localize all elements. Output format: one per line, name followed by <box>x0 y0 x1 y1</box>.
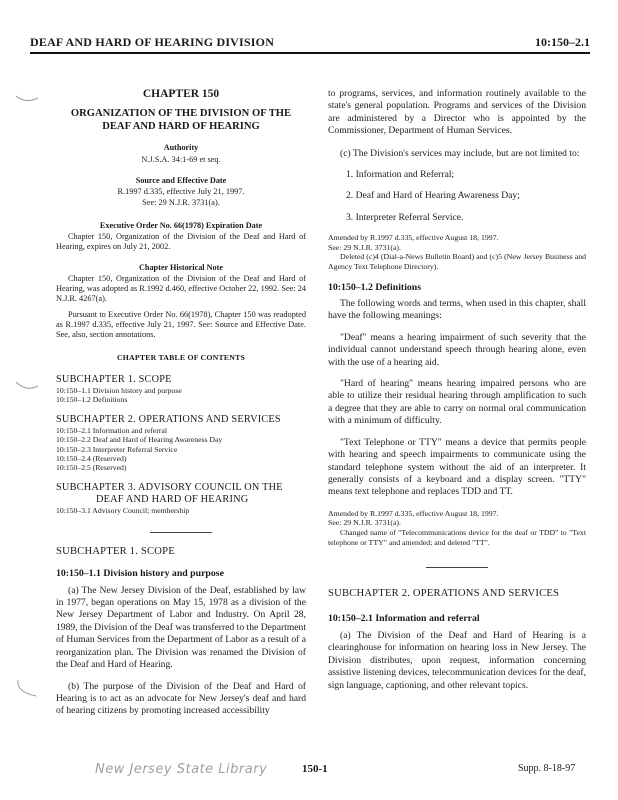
toc-entry: 10:150–1.2 Definitions <box>56 395 128 405</box>
amendment-note-2c: Changed name of "Telecommunications device for the deaf or TDD" to "Text telephone or TTY" and amended; and deleted "TT". <box>328 527 586 547</box>
list-item: 2. Deaf and Hard of Hearing Awareness Day; <box>346 190 520 202</box>
list-item: 1. Information and Referral; <box>346 169 455 181</box>
toc-entry: 10:150–1.1 Division history and purpose <box>56 386 182 396</box>
historical-note-2: Pursuant to Executive Order No. 66(1978), Chapter 150 was readopted as R.1997 d.335, effective July 21, 1997. See: Source and Effective Date. See, also, section annotations. <box>56 309 306 340</box>
source-text-1: R.1997 d.335, effective July 21, 1997. <box>117 187 245 197</box>
source-heading: Source and Effective Date <box>135 176 227 186</box>
running-header <box>30 34 590 54</box>
toc-subchapter-3: SUBCHAPTER 3. ADVISORY COUNCIL ON THE DEAF AND HARD OF HEARING <box>56 481 283 505</box>
section-2-1-para-a: (a) The Division of the Deaf and Hard of Hearing is a clearinghouse for information on hearing loss in New Jersey. The Division distributes, upon request, information concerning assistive listening devices, telecommunication devices for the deaf, sign language, captioning, and other relevant topics. <box>328 629 586 691</box>
library-watermark: New Jersey State Library <box>95 762 268 777</box>
section-divider <box>426 567 488 568</box>
section-1-2-heading: 10:150–1.2 Definitions <box>328 281 422 293</box>
authority-text: N.J.S.A. 34:1-69 et seq. <box>141 154 221 164</box>
section-1-1-para-b: (b) The purpose of the Division of the Deaf and Hard of Hearing is to act as an advocate for New Jersey's deaf and hard of hearing citizens by promoting increased accessibility <box>56 680 306 717</box>
source-text-2: See: 29 N.J.R. 3731(a). <box>142 197 220 207</box>
toc-subchapter-1: SUBCHAPTER 1. SCOPE <box>56 373 172 385</box>
toc-entry: 10:150–2.3 Interpreter Referral Service <box>56 444 178 454</box>
amendment-note-1c: Deleted (c)4 (Dial-a-News Bulletin Board) and (c)5 (New Jersey Business and Agency Text Telephone Directory). <box>328 252 586 272</box>
definition-tty: "Text Telephone or TTY" means a device that permits people with hearing and speech impairments to communicate using the standard telephone system without the aid of an interpreter. It generally consists of a keyboard and a display screen. "TTY" means text telephone and replaces TDD and TT. <box>328 436 586 498</box>
toc-entry: 10:150–2.2 Deaf and Hard of Hearing Awareness Day <box>56 435 223 445</box>
page-number: 150-1 <box>302 763 328 775</box>
toc-entry: 10:150–3.1 Advisory Council; membership <box>56 505 190 515</box>
historical-note-1: Chapter 150, Organization of the Division of the Deaf and Hard of Hearing, was adopted as R.1992 d.460, effective October 22, 1992. See: 24 N.J.R. 4267(a). <box>56 274 306 304</box>
toc-subchapter-2: SUBCHAPTER 2. OPERATIONS AND SERVICES <box>56 413 281 425</box>
definitions-intro: The following words and terms, when used in this chapter, shall have the following meanings: <box>328 298 586 322</box>
section-1-1-heading: 10:150–1.1 Division history and purpose <box>56 568 224 580</box>
subchapter-1-heading: SUBCHAPTER 1. SCOPE <box>56 545 175 557</box>
amendment-note-2a: Amended by R.1997 d.335, effective August 18, 1997. <box>328 508 499 518</box>
toc-heading: CHAPTER TABLE OF CONTENTS <box>116 353 246 363</box>
section-divider <box>150 532 212 533</box>
supplement-date: Supp. 8-18-97 <box>518 763 576 774</box>
toc-entry: 10:150–2.4 (Reserved) <box>56 453 127 463</box>
exec-order-heading: Executive Order No. 66(1978) Expiration Date <box>99 220 263 230</box>
margin-mark <box>14 678 40 700</box>
chapter-org-title: ORGANIZATION OF THE DIVISION OF THE DEAF AND HARD OF HEARING <box>70 108 292 133</box>
amendment-note-1b: See: 29 N.J.R. 3731(a). <box>328 242 401 252</box>
left-column <box>56 88 306 718</box>
section-1-1-para-a: (a) The New Jersey Division of the Deaf, established by law in 1977, began operations on May 15, 1978 as a division of the New Jersey Department of Labor and Industry. On April 28, 1989, the Division of the Deaf was transferred to the Department of Human Services from the Department of Labor as a result of a reorganization plan. The Division was renamed the Division of the Deaf and Hard of Hearing. <box>56 584 306 671</box>
right-column <box>328 88 586 692</box>
page-footer <box>0 762 618 782</box>
definition-hard-of-hearing: "Hard of hearing" means hearing impaired persons who are able to utilize their residual hearing through amplification to such a degree that they are able to carry on normal oral communication with a minimum of difficulty. <box>328 378 586 427</box>
exec-order-text: Chapter 150, Organization of the Division of the Deaf and Hard of Hearing, expires on July 21, 2002. <box>56 232 306 252</box>
header-section-range: 10:150–2.1 <box>535 35 590 49</box>
subchapter-2-heading: SUBCHAPTER 2. OPERATIONS AND SERVICES <box>328 588 560 600</box>
toc-entry: 10:150–2.5 (Reserved) <box>56 463 127 473</box>
para-continued: to programs, services, and information routinely available to the state's general population. Programs and services of the Division are administered by a Director who is appointed by the Commissioner, Department of Human Services. <box>328 88 586 137</box>
para-c-intro: (c) The Division's services may include, but are not limited to: <box>340 147 580 159</box>
header-division: DEAF AND HARD OF HEARING DIVISION <box>30 35 275 49</box>
authority-heading: Authority <box>163 143 199 153</box>
services-list <box>328 169 586 224</box>
amendment-note-2b: See: 29 N.J.R. 3731(a). <box>328 518 401 528</box>
definition-deaf: "Deaf" means a hearing impairment of such severity that the individual cannot understand speech through hearing alone, even with the use of a hearing aid. <box>328 331 586 368</box>
toc-entry: 10:150–2.1 Information and referral <box>56 426 168 436</box>
margin-mark <box>14 378 40 394</box>
historical-note-heading: Chapter Historical Note <box>139 262 223 272</box>
amendment-note-1a: Amended by R.1997 d.335, effective August 18, 1997. <box>328 233 499 243</box>
margin-mark <box>14 92 40 108</box>
list-item: 3. Interpreter Referral Service. <box>346 211 464 223</box>
section-2-1-heading: 10:150–2.1 Information and referral <box>328 612 480 624</box>
chapter-title: CHAPTER 150 <box>142 88 220 100</box>
